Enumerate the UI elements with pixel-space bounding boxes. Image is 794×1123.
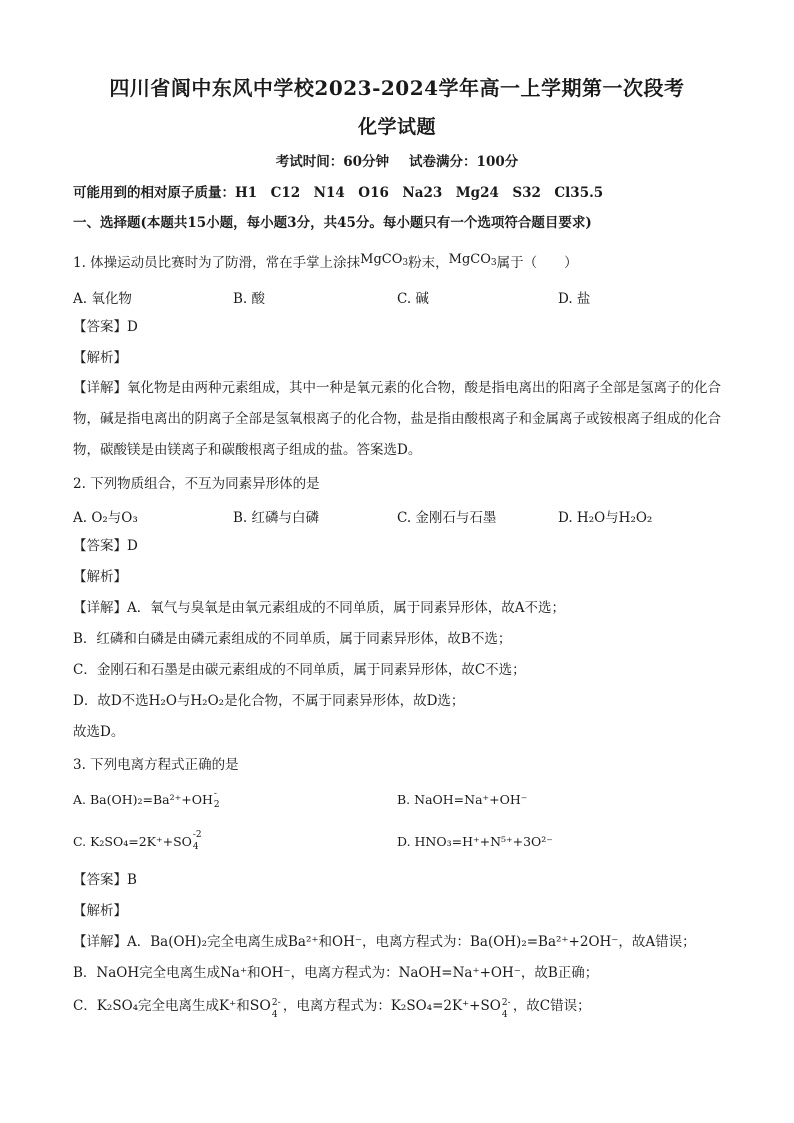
q2-detail-b: B．红磷和白磷是由磷元素组成的不同单质，属于同素异形体，故B不选； — [73, 631, 512, 647]
q1-detail: 【详解】氧化物是由两种元素组成，其中一种是氧元素的化合物，酸是指电离出的阳离子全部是氢离子的化合物，碱是指电离出的阴离子全部是氢氧根离子的化合物，盐是指由酸根离子和金属离子或铵根离子组成的化合物，碳酸镁是由镁离子和碳酸根离子组成的盐。答案选D。 — [73, 380, 721, 458]
q2-answer: 【答案】D — [73, 538, 138, 554]
page-subtitle: 化学试题 — [357, 116, 436, 138]
q1-analysis-label: 【解析】 — [73, 350, 127, 366]
q3-option-c: C. K₂SO₄=2K⁺+SO -2 4 — [73, 830, 202, 852]
page-title: 四川省阆中东风中学校2023-2024学年高一上学期第一次段考 — [109, 76, 685, 100]
q3-option-a: A. Ba(OH)₂=Ba²⁺+OH - 2 — [73, 789, 220, 810]
exam-meta — [0, 150, 794, 170]
q1-option-a: A. 氧化物 — [73, 291, 132, 307]
q3-detail-a: 【详解】A．Ba(OH)₂完全电离生成Ba²⁺和OH⁻，电离方程式为：Ba(OH)₂=Ba²⁺+2OH⁻，故A错误； — [73, 934, 696, 950]
sulfate-formula: SO 2- 4 — [249, 998, 281, 1020]
q3-analysis-label: 【解析】 — [73, 903, 127, 919]
q1-chem-2: MgCO$_3$ — [448, 252, 497, 268]
q2-analysis-label: 【解析】 — [73, 569, 127, 585]
q3-option-b: B. NaOH=Na⁺+OH⁻ — [397, 792, 528, 807]
question-1-stem — [73, 254, 733, 276]
q2-detail-d: D．故D不选H₂O与H₂O₂是化合物，不属于同素异形体，故D选； — [73, 693, 465, 709]
question-3-stem: 3. 下列电离方程式正确的是 — [73, 757, 239, 773]
full-score: 试卷满分：100分 — [409, 154, 519, 170]
q1-option-d: D. 盐 — [558, 291, 591, 307]
q3-detail-b: B．NaOH完全电离生成Na⁺和OH⁻，电离方程式为：NaOH=Na⁺+OH⁻，故B正确； — [73, 965, 599, 981]
q3-option-d: D. HNO₃=H⁺+N⁵⁺+3O²⁻ — [397, 834, 553, 849]
q2-detail-a: 【详解】A．氧气与臭氧是由氧元素组成的不同单质，属于同素异形体，故A不选； — [73, 600, 565, 616]
q2-conclusion: 故选D。 — [73, 724, 125, 740]
q2-option-b: B. 红磷与白磷 — [233, 510, 320, 526]
q2-option-c: C. 金刚石与石墨 — [397, 510, 497, 526]
q1-answer: 【答案】D — [73, 319, 138, 335]
q3-detail-c: C．K₂SO₄完全电离生成K⁺和SO 2- 4 ，电离方程式为：K₂SO₄=2K⁺+SO 2- 4 ，故C错误； — [73, 998, 591, 1020]
exam-time: 考试时间：60分钟 — [275, 154, 390, 170]
q2-option-a: A. O₂与O₃ — [73, 510, 138, 526]
q2-detail-c: C．金刚石和石墨是由碳元素组成的不同单质，属于同素异形体，故C不选； — [73, 662, 526, 678]
q1-option-c: C. 碱 — [397, 291, 429, 307]
q1-chem-1: MgCO$_3$ — [360, 252, 409, 268]
atomic-masses: 可能用到的相对原子质量：H1 C12 N14 O16 Na23 Mg24 S32 Cl35.5 — [73, 185, 604, 201]
section-heading: 一、选择题(本题共15小题，每小题3分，共45分。每小题只有一个选项符合题目要求) — [73, 215, 592, 231]
q1-option-b: B. 酸 — [233, 291, 266, 307]
question-2-stem: 2. 下列物质组合，不互为同素异形体的是 — [73, 476, 320, 492]
q1-stem-a: 1. 体操运动员比赛时为了防滑，常在手掌上涂抹 — [73, 255, 361, 271]
q1-stem-c: 属于（ ） — [496, 255, 578, 271]
q1-stem-b: 粉末， — [408, 255, 449, 271]
q2-option-d: D. H₂O与H₂O₂ — [558, 510, 653, 526]
q3-answer: 【答案】B — [73, 872, 137, 888]
